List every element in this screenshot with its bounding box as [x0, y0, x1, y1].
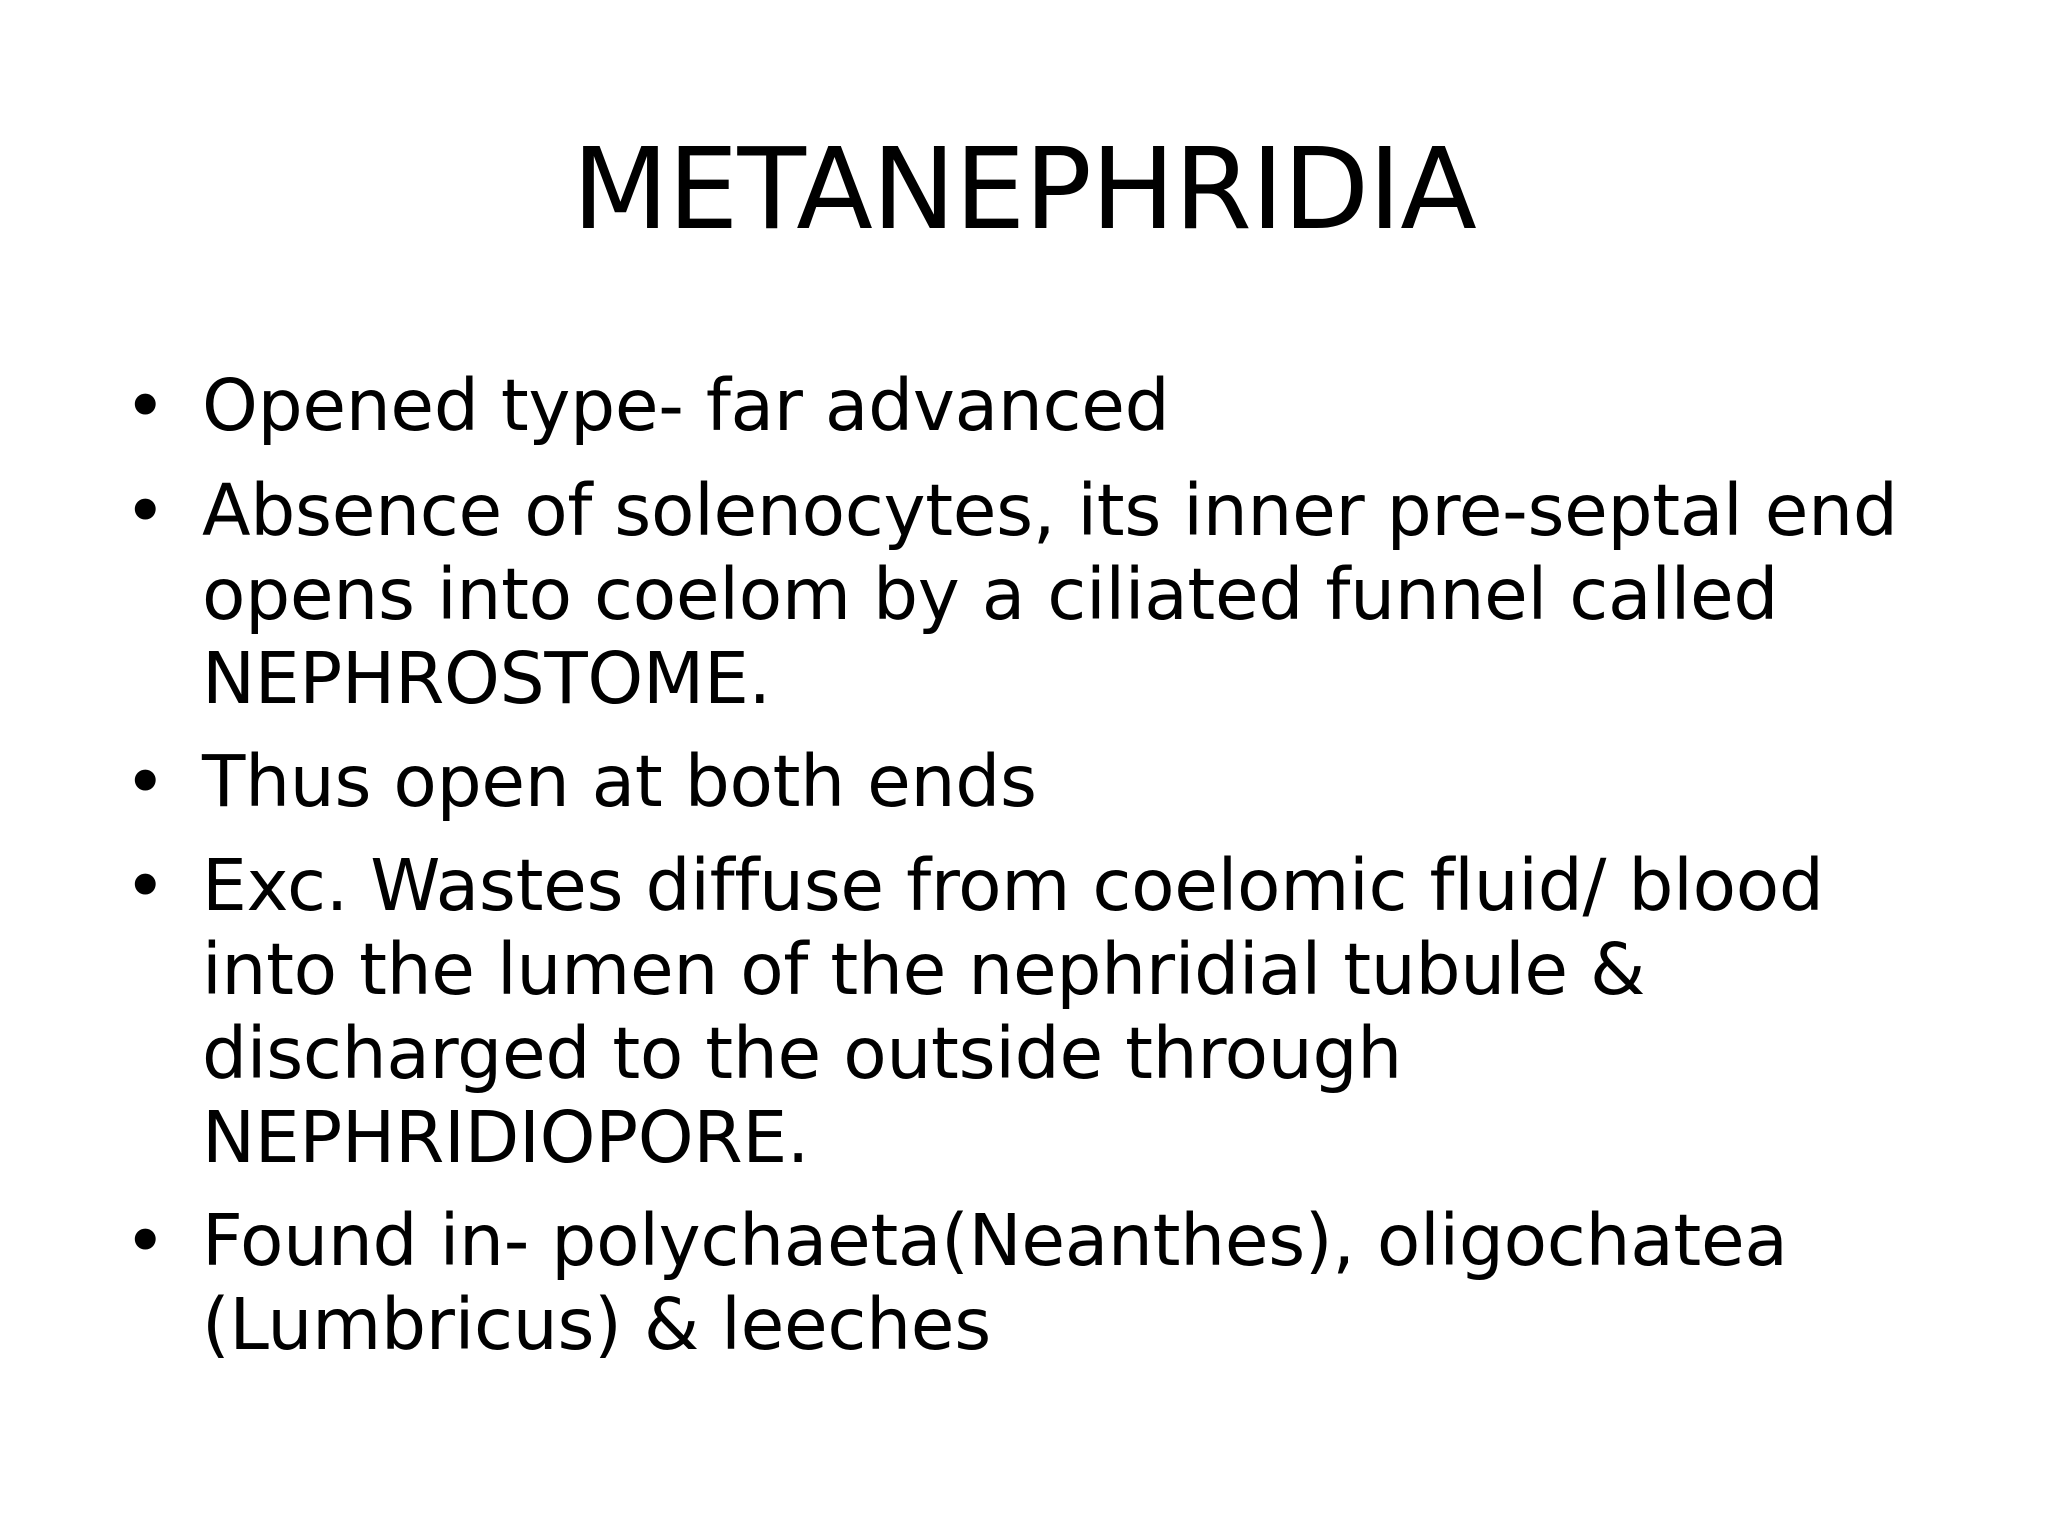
bullet-dot: • [124, 844, 167, 928]
bullet-line: Thus open at both ends [202, 740, 1037, 823]
bullet-line: Opened type- far advanced [202, 364, 1170, 447]
bullet-dot: • [124, 1199, 167, 1283]
bullet-line: Found in- polychaeta(Neanthes), oligochatea [202, 1199, 1788, 1282]
bullet-dot: • [124, 740, 167, 824]
bullet-line: discharged to the outside through [202, 1012, 1402, 1095]
bullet-line: NEPHRIDIOPORE. [202, 1096, 810, 1179]
bullet-line: Absence of solenocytes, its inner pre-septal end [202, 469, 1898, 552]
bullet-text [202, 740, 1992, 824]
bullet-line: into the lumen of the nephridial tubule & [202, 928, 1646, 1011]
bullet-line: (Lumbricus) & leeches [202, 1283, 991, 1366]
bullet-text [202, 469, 1992, 721]
bullet-dot: • [124, 469, 167, 553]
bullet-dot: • [124, 364, 167, 448]
slide-title: METANEPHRIDIA [572, 125, 1476, 255]
bullet-text [202, 1199, 1992, 1367]
bullet-line: opens into coelom by a ciliated funnel called [202, 553, 1779, 636]
bullet-text [202, 844, 1992, 1180]
bullet-line: NEPHROSTOME. [202, 637, 771, 720]
bullet-line: Exc. Wastes diffuse from coelomic fluid/ blood [202, 844, 1824, 927]
bullet-text [202, 364, 1992, 448]
